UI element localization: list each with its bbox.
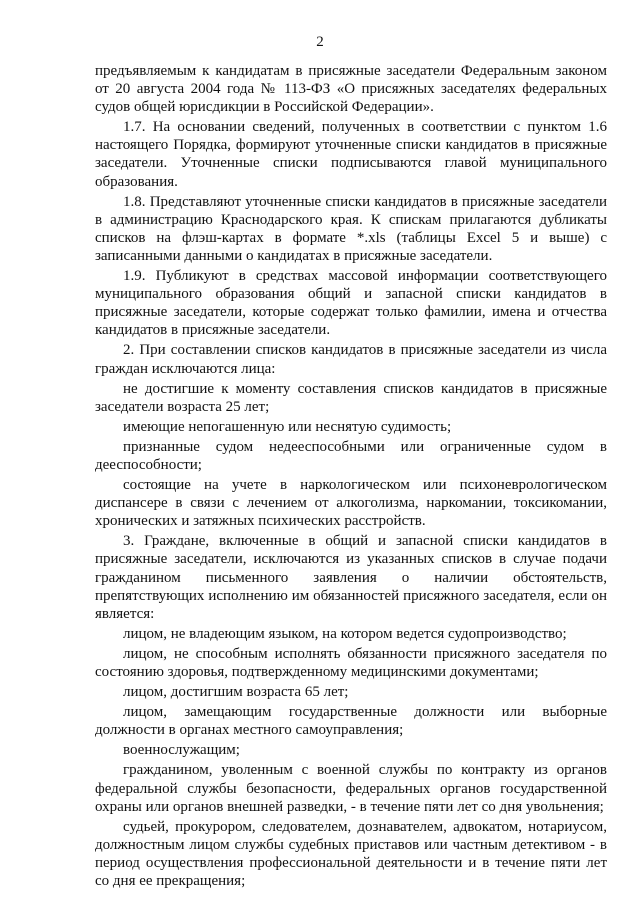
list-item-discharged: гражданином, уволенным с военной службы по контракту из органов федеральной службы безопасности, федеральных органов государственной охраны или органов внешней разведки, - в течение пяти лет со дня увольнения; (95, 762, 607, 815)
list-item-officials: лицом, замещающим государственные должности или выборные должности в органах местного самоуправления; (95, 704, 607, 739)
paragraph-2: 2. При составлении списков кандидатов в присяжные заседатели из числа граждан исключаются лица: (95, 342, 607, 377)
list-item-military: военнослужащим; (123, 742, 240, 759)
paragraph-1-9: 1.9. Публикуют в средствах массовой информации соответствующего муниципального образования общий и запасной списки кандидатов в присяжные заседатели, которые содержат только фамилии, имена и отчества кандидатов в присяжные заседатели. (95, 268, 607, 339)
list-item-legal-professions: судьей, прокурором, следователем, дознавателем, адвокатом, нотариусом, должностным лицом службы судебных приставов или частным детективом - в период осуществления профессиональной деятельности и в течение пяти лет со дня ее прекращения; (95, 818, 607, 890)
document-body (95, 62, 607, 890)
paragraph-3: 3. Граждане, включенные в общий и запасной списки кандидатов в присяжные заседатели, исключаются из указанных списков в случае подачи гражданином письменного заявления о наличии обстоятельств, препятствующих исполнению им обязанностей присяжного заседателя, если он является: (95, 533, 607, 622)
list-item-health: лицом, не способным исполнять обязанности присяжного заседателя по состоянию здоровья, подтвержденному медицинскими документами; (95, 645, 607, 680)
list-item-dispensary: состоящие на учете в наркологическом или психоневрологическом диспансере в связи с лечением от алкоголизма, наркомании, токсикомании, хронических и затяжных психических расстройств. (95, 477, 607, 530)
paragraph-1-8: 1.8. Представляют уточненные списки кандидатов в присяжные заседатели в администрацию Краснодарского края. К спискам прилагаются дубликаты списков на флэш-картах в формате *.xls (таблицы Excel 5 и выше) с записанными данными о кандидатах в присяжные заседатели. (95, 193, 607, 264)
list-item-language: лицом, не владеющим языком, на котором ведется судопроизводство; (123, 625, 567, 642)
list-item-age-25: не достигшие к моменту составления списков кандидатов в присяжные заседатели возраста 25 лет; (95, 380, 607, 415)
page-number: 2 (316, 34, 324, 50)
list-item-incapacity: признанные судом недееспособными или ограниченные судом в дееспособности; (95, 438, 607, 473)
list-item-age-65: лицом, достигшим возраста 65 лет; (123, 684, 349, 701)
paragraph-1-7: 1.7. На основании сведений, полученных в соответствии с пунктом 1.6 настоящего Порядка, формируют уточненные списки кандидатов в присяжные заседатели. Уточненные списки подписываются главой муниципального образования. (95, 119, 607, 190)
list-item-conviction: имеющие непогашенную или неснятую судимость; (123, 418, 452, 435)
paragraph-intro: предъявляемым к кандидатам в присяжные заседатели Федеральным законом от 20 августа 2004 года № 113-ФЗ «О присяжных заседателях федеральных судов общей юрисдикции в Российской Федерации». (95, 63, 607, 116)
